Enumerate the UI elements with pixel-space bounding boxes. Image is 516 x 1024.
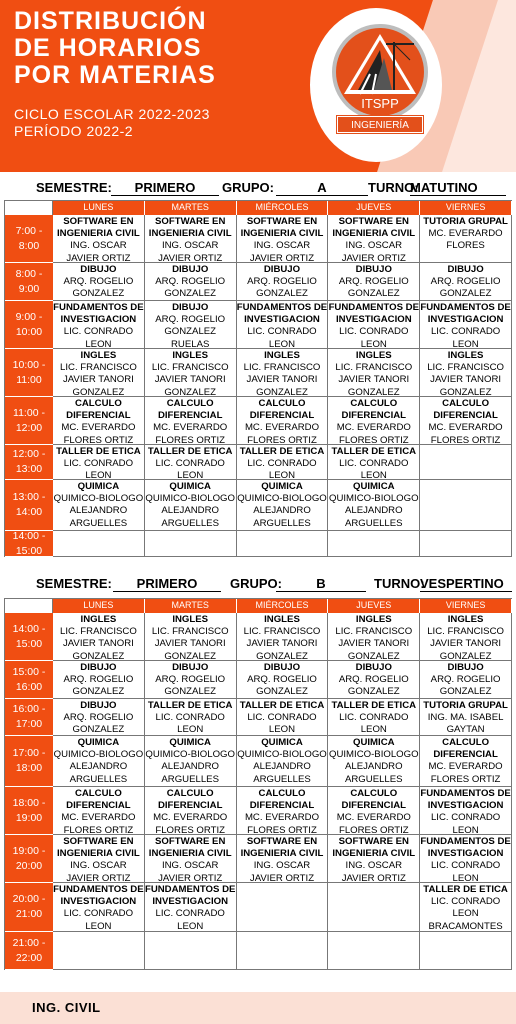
teacher-name: MC. EVERARDO FLORES ORTIZ	[61, 422, 136, 445]
teacher-name: ING. OSCAR JAVIER ORTIZ	[158, 240, 223, 263]
schedule-cell	[420, 349, 512, 397]
schedule-cell	[53, 263, 145, 301]
subject-name: CALCULO DIFERENCIAL	[157, 398, 223, 422]
teacher-name: LIC. CONRADO LEON	[63, 908, 134, 932]
schedule-cell	[420, 263, 512, 301]
teacher-name: ING. OSCAR JAVIER ORTIZ	[66, 860, 131, 883]
schedule-cell	[420, 215, 512, 263]
grupo-value: B	[276, 576, 366, 592]
schedule-cell	[237, 215, 329, 263]
periodo: PERÍODO 2022-2	[14, 123, 134, 139]
subject-name: SOFTWARE EN INGENIERIA CIVIL	[332, 836, 416, 860]
schedule-cell	[53, 835, 145, 883]
subject-name: QUIMICA	[77, 737, 120, 748]
subject-name: DIBUJO	[80, 264, 117, 275]
schedule-cell	[420, 480, 512, 531]
schedule-cell	[420, 531, 512, 557]
schedule-cell	[328, 787, 420, 835]
teacher-name: LIC. FRANCISCO JAVIER TANORI GONZALEZ	[427, 362, 504, 397]
teacher-name: QUIMICO-BIOLOGO ALEJANDRO ARGUELLES	[145, 749, 235, 785]
teacher-name: ARQ. ROGELIO GONZALEZ	[430, 276, 501, 300]
schedule-cell	[237, 883, 329, 932]
teacher-name: MC. EVERARDO FLORES ORTIZ	[428, 761, 503, 785]
subject-name: QUIMICA	[353, 481, 395, 492]
footer	[0, 992, 516, 1024]
teacher-name: LIC. CONRADO LEON	[339, 458, 409, 480]
teacher-name: LIC. CONRADO LEON	[63, 458, 134, 480]
teacher-name: QUIMICO-BIOLOGO ALEJANDRO ARGUELLES	[145, 493, 235, 529]
subject-name: INGLES	[264, 614, 300, 625]
schedule-cell	[53, 349, 145, 397]
grupo-label: GRUPO:	[230, 576, 282, 591]
day-header: JUEVES	[328, 201, 420, 215]
subject-name: TALLER DE ETICA	[239, 446, 325, 457]
teacher-name: LIC. FRANCISCO JAVIER TANORI GONZALEZ	[60, 362, 137, 397]
subject-name: TUTORIA GRUPAL	[423, 216, 508, 227]
schedule-cell	[420, 736, 512, 787]
schedule-cell	[237, 835, 329, 883]
subject-name: TALLER DE ETICA	[331, 700, 417, 711]
teacher-name: LIC. CONRADO LEON	[430, 812, 501, 835]
subject-name: INGLES	[264, 350, 300, 361]
schedule-cell	[145, 661, 237, 699]
teacher-name: ING. MA. ISABEL GAYTAN	[427, 712, 504, 736]
schedule-cell	[237, 531, 329, 557]
day-header: MARTES	[145, 599, 237, 613]
subject-name: INGLES	[172, 614, 209, 625]
semestre-label: SEMESTRE:	[36, 180, 112, 195]
subject-name: SOFTWARE EN INGENIERIA CIVIL	[332, 216, 416, 240]
subject-name: TALLER DE ETICA	[423, 884, 508, 895]
time-slot: 9:00 - 10:00	[5, 301, 53, 349]
teacher-name: QUIMICO-BIOLOGO ALEJANDRO ARGUELLES	[53, 749, 144, 785]
subject-name: INGLES	[80, 614, 117, 625]
teacher-name: ARQ. ROGELIO GONZALEZ	[63, 712, 134, 736]
schedule-cell	[328, 932, 420, 970]
teacher-name: MC. EVERARDO FLORES	[428, 228, 503, 252]
teacher-name: ARQ. ROGELIO GONZALEZ	[247, 276, 317, 300]
teacher-name: MC. EVERARDO FLORES ORTIZ	[244, 422, 320, 445]
turno-value: MATUTINO	[410, 180, 506, 196]
subject-name: FUNDAMENTOS DE INVESTIGACION	[420, 836, 511, 860]
day-header: LUNES	[53, 201, 145, 215]
schedule-cell	[53, 301, 145, 349]
schedule-cell	[420, 932, 512, 970]
day-header: LUNES	[53, 599, 145, 613]
teacher-name: LIC. CONRADO LEON	[247, 326, 317, 349]
teacher-name: LIC. FRANCISCO JAVIER TANORI GONZALEZ	[335, 362, 413, 397]
time-slot: 20:00 - 21:00	[5, 883, 53, 932]
time-slot: 12:00 - 13:00	[5, 445, 53, 480]
subject-name: DIBUJO	[172, 302, 209, 313]
subject-name: DIBUJO	[355, 264, 392, 275]
day-header: VIERNES	[420, 599, 512, 613]
schedule-cell	[328, 835, 420, 883]
schedule-cell	[420, 787, 512, 835]
semestre-value: PRIMERO	[111, 180, 219, 196]
teacher-name: LIC. CONRADO LEON	[339, 712, 409, 736]
schedule-cell	[328, 397, 420, 445]
semestre-value: PRIMERO	[113, 576, 221, 592]
schedule-a-grid	[4, 200, 512, 557]
teacher-name: LIC. CONRADO LEON	[155, 458, 225, 480]
schedule-cell	[53, 699, 145, 736]
teacher-name: QUIMICO-BIOLOGO ALEJANDRO ARGUELLES	[329, 749, 419, 785]
schedule-cell	[328, 736, 420, 787]
subject-name: SOFTWARE EN INGENIERIA CIVIL	[240, 836, 324, 860]
schedule-cell	[145, 736, 237, 787]
schedule-cell	[53, 445, 145, 480]
schedule-cell	[53, 883, 145, 932]
schedule-cell	[145, 215, 237, 263]
schedule-cell	[237, 349, 329, 397]
schedule-cell	[53, 787, 145, 835]
teacher-name: MC. EVERARDO FLORES ORTIZ	[153, 812, 228, 835]
logo-name: ITSPP	[361, 96, 399, 111]
subject-name: SOFTWARE EN INGENIERIA CIVIL	[56, 216, 140, 240]
schedule-cell	[53, 531, 145, 557]
teacher-name: LIC. FRANCISCO JAVIER TANORI GONZALEZ	[335, 626, 413, 661]
subject-name: CALCULO DIFERENCIAL	[341, 788, 407, 812]
teacher-name: QUIMICO-BIOLOGO ALEJANDRO ARGUELLES	[53, 493, 144, 529]
schedule-cell	[328, 215, 420, 263]
time-slot: 16:00 - 17:00	[5, 699, 53, 736]
subject-name: SOFTWARE EN INGENIERIA CIVIL	[148, 836, 232, 860]
teacher-name: ARQ. ROGELIO GONZALEZ	[430, 674, 501, 698]
time-slot: 13:00 - 14:00	[5, 480, 53, 531]
teacher-name: MC. EVERARDO FLORES ORTIZ	[153, 422, 228, 445]
schedule-cell	[53, 613, 145, 661]
schedule-cell	[145, 883, 237, 932]
schedule-cell	[145, 932, 237, 970]
subject-name: CALCULO DIFERENCIAL	[157, 788, 223, 812]
turno-label: TURNO:	[368, 180, 419, 195]
schedule-b-grid	[4, 598, 512, 970]
subject-name: INGLES	[355, 614, 392, 625]
schedule-cell	[237, 661, 329, 699]
grupo-value: A	[276, 180, 368, 196]
schedule-b-info	[0, 576, 516, 594]
schedule-cell	[145, 397, 237, 445]
day-header: JUEVES	[328, 599, 420, 613]
subject-name: FUNDAMENTOS DE INVESTIGACION	[53, 884, 144, 908]
subject-name: FUNDAMENTOS DE INVESTIGACION	[420, 788, 511, 812]
teacher-name: LIC. CONRADO LEON	[247, 712, 317, 736]
schedule-cell	[53, 736, 145, 787]
teacher-name: LIC. CONRADO LEON	[430, 326, 501, 349]
schedule-cell	[53, 932, 145, 970]
subject-name: FUNDAMENTOS DE INVESTIGACION	[53, 302, 144, 326]
subject-name: TALLER DE ETICA	[239, 700, 325, 711]
teacher-name: LIC. CONRADO LEON	[155, 712, 225, 736]
schedule-cell	[328, 613, 420, 661]
schedule-cell	[420, 699, 512, 736]
teacher-name: LIC. CONRADO LEON	[63, 326, 134, 349]
teacher-name: MC. EVERARDO FLORES ORTIZ	[336, 812, 411, 835]
subject-name: SOFTWARE EN INGENIERIA CIVIL	[56, 836, 140, 860]
time-slot: 11:00 - 12:00	[5, 397, 53, 445]
schedule-cell	[328, 301, 420, 349]
subject-name: INGLES	[447, 350, 484, 361]
teacher-name: LIC. FRANCISCO JAVIER TANORI GONZALEZ	[427, 626, 504, 661]
teacher-name: QUIMICO-BIOLOGO ALEJANDRO ARGUELLES	[329, 493, 419, 529]
schedule-cell	[53, 661, 145, 699]
teacher-name: LIC. CONRADO LEON	[247, 458, 317, 480]
subject-name: QUIMICA	[261, 737, 303, 748]
subject-name: TALLER DE ETICA	[331, 446, 417, 457]
subject-name: FUNDAMENTOS DE INVESTIGACION	[236, 302, 328, 326]
subject-name: DIBUJO	[263, 662, 301, 673]
subject-name: INGLES	[355, 350, 392, 361]
teacher-name: ARQ. ROGELIO GONZALEZ	[338, 674, 409, 698]
page-title: DISTRIBUCIÓN DE HORARIOS POR MATERIAS	[14, 7, 216, 89]
time-slot: 21:00 - 22:00	[5, 932, 53, 970]
subject-name: DIBUJO	[80, 662, 117, 673]
schedule-cell	[420, 613, 512, 661]
schedule-cell	[420, 397, 512, 445]
time-slot: 17:00 - 18:00	[5, 736, 53, 787]
schedule-cell	[420, 445, 512, 480]
period-info	[14, 106, 210, 140]
subject-name: CALCULO DIFERENCIAL	[341, 398, 407, 422]
teacher-name: LIC. CONRADO LEON	[155, 908, 225, 932]
time-slot: 18:00 - 19:00	[5, 787, 53, 835]
subject-name: DIBUJO	[447, 662, 484, 673]
teacher-name: ARQ. ROGELIO GONZALEZ	[155, 276, 226, 300]
schedule-cell	[237, 699, 329, 736]
teacher-name: LIC. CONRADO LEON	[339, 326, 409, 349]
day-header: MARTES	[145, 201, 237, 215]
time-slot: 7:00 - 8:00	[5, 215, 53, 263]
teacher-name: ARQ. ROGELIO GONZALEZ	[338, 276, 409, 300]
schedule-cell	[237, 480, 329, 531]
teacher-name: LIC. FRANCISCO JAVIER TANORI GONZALEZ	[60, 626, 137, 661]
teacher-name: ARQ. ROGELIO GONZALEZ RUELAS	[155, 314, 226, 349]
schedule-cell	[420, 835, 512, 883]
ciclo-escolar: CICLO ESCOLAR 2022-2023	[14, 106, 210, 122]
subject-name: TALLER DE ETICA	[147, 446, 233, 457]
teacher-name: LIC. CONRADO LEON BRACAMONTES	[428, 896, 503, 932]
schedule-cell	[145, 531, 237, 557]
schedule-cell	[328, 661, 420, 699]
subject-name: DIBUJO	[80, 700, 117, 711]
schedule-cell	[237, 787, 329, 835]
schedule-cell	[145, 835, 237, 883]
schedule-cell	[328, 349, 420, 397]
subject-name: QUIMICA	[353, 737, 395, 748]
teacher-name: MC. EVERARDO FLORES ORTIZ	[244, 812, 320, 835]
subject-name: CALCULO DIFERENCIAL	[433, 398, 498, 422]
turno-value: VESPERTINO	[420, 576, 512, 592]
schedule-cell	[328, 263, 420, 301]
schedule-cell	[420, 301, 512, 349]
schedule-cell	[420, 661, 512, 699]
subject-name: CALCULO DIFERENCIAL	[249, 398, 315, 422]
teacher-name: ARQ. ROGELIO GONZALEZ	[155, 674, 226, 698]
day-header: VIERNES	[420, 201, 512, 215]
schedule-cell	[237, 932, 329, 970]
day-header: MIÉRCOLES	[237, 201, 329, 215]
subject-name: TUTORIA GRUPAL	[423, 700, 508, 711]
teacher-name: MC. EVERARDO FLORES ORTIZ	[61, 812, 136, 835]
schedule-cell	[328, 699, 420, 736]
subject-name: DIBUJO	[172, 662, 209, 673]
subject-name: CALCULO DIFERENCIAL	[433, 737, 498, 761]
schedule-cell	[328, 883, 420, 932]
teacher-name: MC. EVERARDO FLORES ORTIZ	[336, 422, 411, 445]
schedule-cell	[145, 480, 237, 531]
turno-label: TURNO:	[374, 576, 425, 591]
time-slot: 8:00 - 9:00	[5, 263, 53, 301]
schedule-cell	[145, 699, 237, 736]
time-slot: 14:00 - 15:00	[5, 531, 53, 557]
schedule-cell	[53, 215, 145, 263]
subject-name: QUIMICA	[169, 481, 211, 492]
schedule-cell	[145, 349, 237, 397]
subject-name: QUIMICA	[77, 481, 120, 492]
footer-label: ING. CIVIL	[32, 1000, 101, 1015]
subject-name: QUIMICA	[261, 481, 303, 492]
teacher-name: QUIMICO-BIOLOGO ALEJANDRO ARGUELLES	[237, 749, 327, 785]
teacher-name: ING. OSCAR JAVIER ORTIZ	[341, 240, 406, 263]
schedule-cell	[145, 301, 237, 349]
teacher-name: LIC. CONRADO LEON	[430, 860, 501, 883]
subject-name: CALCULO DIFERENCIAL	[66, 398, 131, 422]
time-slot: 19:00 - 20:00	[5, 835, 53, 883]
teacher-name: QUIMICO-BIOLOGO ALEJANDRO ARGUELLES	[237, 493, 327, 529]
teacher-name: ING. OSCAR JAVIER ORTIZ	[249, 860, 315, 883]
subject-name: DIBUJO	[355, 662, 392, 673]
schedule-cell	[145, 787, 237, 835]
schedule-cell	[145, 445, 237, 480]
schedule-cell	[237, 397, 329, 445]
subject-name: SOFTWARE EN INGENIERIA CIVIL	[148, 216, 232, 240]
subject-name: FUNDAMENTOS DE INVESTIGACION	[328, 302, 419, 326]
day-header: MIÉRCOLES	[237, 599, 329, 613]
schedule-cell	[237, 736, 329, 787]
grupo-label: GRUPO:	[222, 180, 274, 195]
teacher-name: LIC. FRANCISCO JAVIER TANORI GONZALEZ	[151, 362, 229, 397]
subject-name: CALCULO DIFERENCIAL	[66, 788, 131, 812]
time-slot: 10:00 - 11:00	[5, 349, 53, 397]
schedule-cell	[53, 397, 145, 445]
grid-corner	[5, 201, 53, 215]
teacher-name: LIC. FRANCISCO JAVIER TANORI GONZALEZ	[151, 626, 229, 661]
time-slot: 15:00 - 16:00	[5, 661, 53, 699]
schedule-cell	[328, 531, 420, 557]
teacher-name: ARQ. ROGELIO GONZALEZ	[63, 674, 134, 698]
logo-caption: INGENIERÍA CIVIL	[337, 116, 423, 133]
schedule-cell	[237, 613, 329, 661]
header-banner	[0, 0, 516, 172]
subject-name: INGLES	[172, 350, 209, 361]
subject-name: INGLES	[447, 614, 484, 625]
schedule-cell	[145, 263, 237, 301]
subject-name: FUNDAMENTOS DE INVESTIGACION	[420, 302, 511, 326]
teacher-name: ING. OSCAR JAVIER ORTIZ	[66, 240, 131, 263]
subject-name: QUIMICA	[169, 737, 211, 748]
schedule-a-info	[0, 180, 516, 198]
subject-name: FUNDAMENTOS DE INVESTIGACION	[144, 884, 236, 908]
schedule-cell	[237, 445, 329, 480]
subject-name: INGLES	[80, 350, 117, 361]
teacher-name: ING. OSCAR JAVIER ORTIZ	[341, 860, 406, 883]
subject-name: DIBUJO	[447, 264, 484, 275]
teacher-name: LIC. FRANCISCO JAVIER TANORI GONZALEZ	[243, 362, 321, 397]
subject-name: TALLER DE ETICA	[147, 700, 233, 711]
time-slot: 14:00 - 15:00	[5, 613, 53, 661]
schedule-cell	[145, 613, 237, 661]
teacher-name: ING. OSCAR JAVIER ORTIZ	[249, 240, 315, 263]
schedule-cell	[237, 263, 329, 301]
teacher-name: LIC. FRANCISCO JAVIER TANORI GONZALEZ	[243, 626, 321, 661]
teacher-name: ING. OSCAR JAVIER ORTIZ	[158, 860, 223, 883]
subject-name: SOFTWARE EN INGENIERIA CIVIL	[240, 216, 324, 240]
schedule-cell	[53, 480, 145, 531]
teacher-name: MC. EVERARDO FLORES ORTIZ	[428, 422, 503, 445]
subject-name: CALCULO DIFERENCIAL	[249, 788, 315, 812]
schedule-cell	[328, 480, 420, 531]
semestre-label: SEMESTRE:	[36, 576, 112, 591]
teacher-name: ARQ. ROGELIO GONZALEZ	[247, 674, 317, 698]
grid-corner	[5, 599, 53, 613]
subject-name: DIBUJO	[172, 264, 209, 275]
schedule-cell	[237, 301, 329, 349]
subject-name: DIBUJO	[263, 264, 301, 275]
schedule-cell	[328, 445, 420, 480]
subject-name: TALLER DE ETICA	[56, 446, 141, 457]
teacher-name: ARQ. ROGELIO GONZALEZ	[63, 276, 134, 300]
schedule-cell	[420, 883, 512, 932]
